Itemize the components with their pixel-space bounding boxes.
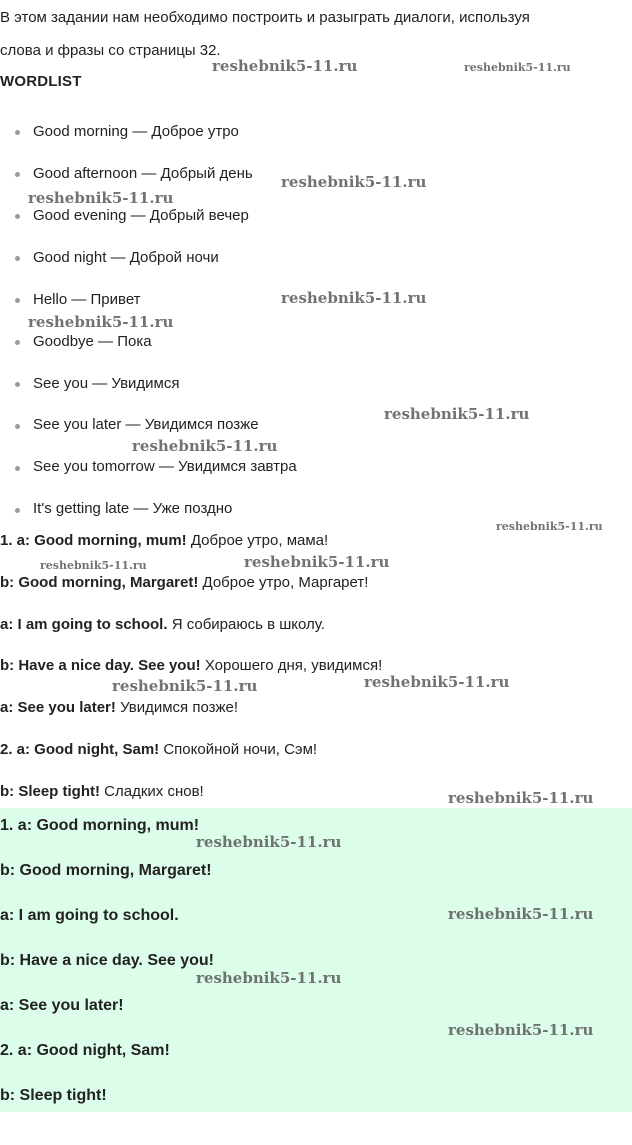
dialogue-ru: Хорошего дня, увидимся! (204, 657, 383, 674)
list-item: Hello — Привет (33, 291, 141, 308)
bullet-icon (15, 340, 20, 345)
intro-line-1: В этом задании нам необходимо построить и разыграть диалоги, используя (0, 9, 530, 26)
bullet-icon (15, 508, 20, 513)
answer-line: b: Good morning, Margaret! (0, 862, 212, 879)
watermark: reshebnik5-11.ru (384, 405, 530, 423)
bullet-icon (15, 130, 20, 135)
watermark: reshebnik5-11.ru (448, 1021, 594, 1039)
list-item: See you tomorrow — Увидимся завтра (33, 458, 297, 475)
answer-line: b: Have a nice day. See you! (0, 952, 215, 969)
list-item: Good afternoon — Добрый день (33, 165, 253, 182)
answer-line: a: See you later! (0, 997, 124, 1014)
list-item: Good evening — Добрый вечер (33, 207, 249, 224)
watermark: reshebnik5-11.ru (496, 520, 603, 533)
watermark: reshebnik5-11.ru (448, 789, 594, 807)
watermark: reshebnik5-11.ru (196, 833, 342, 851)
bullet-icon (15, 256, 20, 261)
watermark: reshebnik5-11.ru (281, 173, 427, 191)
dialogue-ru: Увидимся позже! (120, 699, 239, 716)
dialogue-line (0, 574, 368, 592)
watermark: reshebnik5-11.ru (364, 673, 510, 691)
dialogue-en: b: Sleep tight! (0, 783, 100, 800)
dialogue-en: b: Good morning, Margaret! (0, 574, 199, 591)
watermark: reshebnik5-11.ru (464, 61, 571, 74)
intro-line-2: слова и фразы со страницы 32. (0, 42, 221, 59)
bullet-icon (15, 382, 20, 387)
dialogue-en: a: See you later! (0, 699, 116, 716)
dialogue-line (0, 657, 382, 675)
watermark: reshebnik5-11.ru (132, 437, 278, 455)
bullet-icon (15, 424, 20, 429)
bullet-icon (15, 466, 20, 471)
list-item: It's getting late — Уже поздно (33, 500, 233, 517)
answer-line: b: Sleep tight! (0, 1087, 107, 1104)
list-item: Goodbye — Пока (33, 333, 152, 350)
answer-line: a: I am going to school. (0, 907, 179, 924)
list-item: See you — Увидимся (33, 375, 180, 392)
dialogue-ru: Спокойной ночи, Сэм! (163, 741, 318, 758)
watermark: reshebnik5-11.ru (40, 559, 147, 572)
list-item: Good morning — Доброе утро (33, 123, 239, 140)
dialogue-line (0, 741, 317, 759)
wordlist-heading: WORDLIST (0, 73, 82, 90)
dialogue-ru: Доброе утро, мама! (190, 532, 329, 549)
watermark: reshebnik5-11.ru (196, 969, 342, 987)
watermark: reshebnik5-11.ru (212, 57, 358, 75)
dialogue-en: a: I am going to school. (0, 616, 168, 633)
bullet-icon (15, 298, 20, 303)
list-item: Good night — Доброй ночи (33, 249, 219, 266)
watermark: reshebnik5-11.ru (112, 677, 258, 695)
watermark: reshebnik5-11.ru (448, 905, 594, 923)
dialogue-line (0, 616, 325, 634)
dialogue-ru: Сладких снов! (104, 783, 204, 800)
list-item: See you later — Увидимся позже (33, 416, 259, 433)
dialogue-ru: Доброе утро, Маргарет! (202, 574, 369, 591)
dialogue-ru: Я собираюсь в школу. (171, 616, 325, 633)
bullet-icon (15, 214, 20, 219)
answer-line: 2. a: Good night, Sam! (0, 1042, 170, 1059)
watermark: reshebnik5-11.ru (244, 553, 390, 571)
watermark: reshebnik5-11.ru (281, 289, 427, 307)
bullet-icon (15, 172, 20, 177)
dialogue-en: b: Have a nice day. See you! (0, 657, 201, 674)
dialogue-line (0, 699, 238, 717)
watermark: reshebnik5-11.ru (28, 189, 174, 207)
watermark: reshebnik5-11.ru (28, 313, 174, 331)
answer-line: 1. a: Good morning, mum! (0, 817, 200, 834)
dialogue-line (0, 783, 204, 801)
dialogue-en: 1. a: Good morning, mum! (0, 532, 187, 549)
dialogue-line (0, 532, 328, 550)
dialogue-en: 2. a: Good night, Sam! (0, 741, 160, 758)
